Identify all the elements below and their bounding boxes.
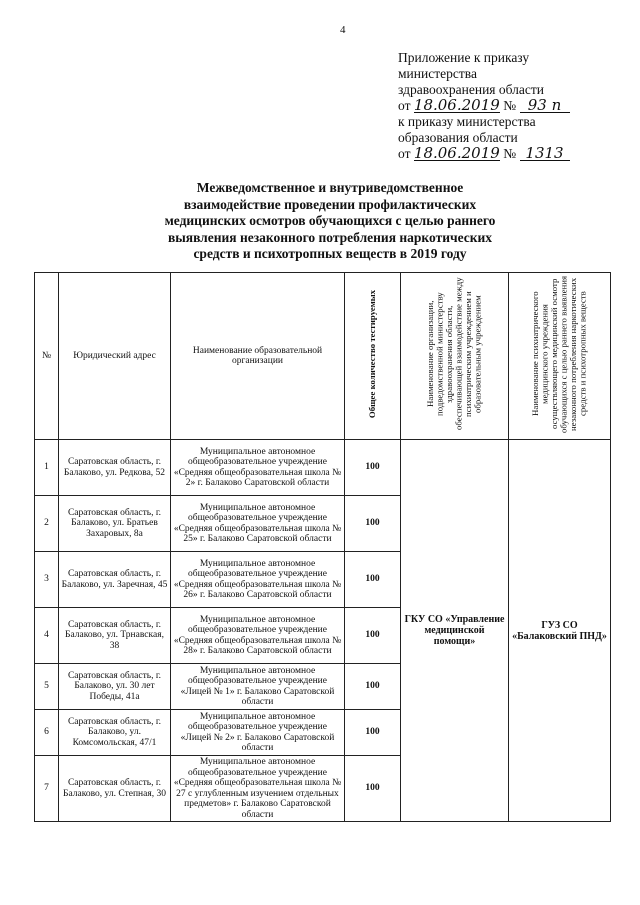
row-count: 100 [345, 496, 401, 552]
number-label: № [503, 98, 517, 113]
psych-org-cell: ГУЗ СО «Балаковский ПНД» [509, 440, 611, 822]
row-num: 4 [35, 608, 59, 664]
appendix-line-5: образования области [398, 130, 518, 145]
row-address: Саратовская область, г. Балаково, ул. Трнавская, 38 [59, 608, 171, 664]
row-count: 100 [345, 710, 401, 756]
header-name: Наименование образовательной организации [171, 273, 345, 440]
header-count [345, 273, 401, 440]
appendix-line-4: к приказу министерства [398, 114, 536, 129]
row-num: 1 [35, 440, 59, 496]
row-count: 100 [345, 552, 401, 608]
row-address: Саратовская область, г. Балаково, ул. Редкова, 52 [59, 440, 171, 496]
row-name: Муниципальное автономное общеобразовательное учреждение «Средняя общеобразовательная школа № 28» г. Балаково Саратовской области [171, 608, 345, 664]
row-num: 7 [35, 756, 59, 822]
title-line-4: выявления незаконного потребления наркотических [167, 229, 493, 245]
row-address: Саратовская область, г. Балаково, ул. Степная, 30 [59, 756, 171, 822]
appendix-line-1: Приложение к приказу [398, 50, 530, 65]
order-date-1: 18.06.2019 [413, 96, 500, 114]
row-address: Саратовская область, г. Балаково, ул. Заречная, 45 [59, 552, 171, 608]
row-name: Муниципальное автономное общеобразовательное учреждение «Средняя общеобразовательная школа № 27 с углубленным изучением отдельных предметов» г. Балаково Саратовской области [171, 756, 345, 822]
row-name: Муниципальное автономное общеобразовательное учреждение «Лицей № 2» г. Балаково Саратовской области [171, 710, 345, 756]
row-count: 100 [345, 664, 401, 710]
title-line-3: медицинских осмотров обучающихся с целью раннего [164, 213, 496, 228]
title-line-2: взаимодействие проведении профилактических [183, 196, 477, 212]
order-number-1: 93 п [520, 98, 570, 113]
appendix-line-3: здравоохранения области [398, 82, 545, 97]
from-label-2: от [398, 146, 411, 161]
coord-org-cell: ГКУ СО «Управление медицинской помощи» [401, 440, 509, 822]
title-line-1: Межведомственное и внутриведомственное [196, 180, 464, 195]
row-address: Саратовская область, г. Балаково, ул. 30 лет Победы, 41а [59, 664, 171, 710]
header-coord-org-text: Наименование организации, подведомственной министерству здравоохранения области, обеспечивающей взаимодействие между психиатрическим учреждением и образовательным учреждением [425, 277, 483, 431]
row-num: 5 [35, 664, 59, 710]
header-address: Юридический адрес [59, 273, 171, 440]
row-name: Муниципальное автономное общеобразовательное учреждение «Средняя общеобразовательная школа № 2» г. Балаково Саратовской области [171, 440, 345, 496]
row-address: Саратовская область, г. Балаково, ул. Братьев Захаровых, 8а [59, 496, 171, 552]
row-count: 100 [345, 608, 401, 664]
document-title [140, 180, 520, 263]
number-label-2: № [503, 146, 517, 161]
row-count: 100 [345, 756, 401, 822]
row-address: Саратовская область, г. Балаково, ул. Комсомольская, 47/1 [59, 710, 171, 756]
row-num: 2 [35, 496, 59, 552]
appendix-block [398, 50, 618, 162]
table-row [35, 440, 611, 496]
schools-table [34, 272, 611, 822]
title-line-5: средств и психотропных веществ в 2019 году [193, 246, 467, 261]
row-num: 6 [35, 710, 59, 756]
order-number-2: 1313 [520, 146, 570, 161]
header-psych-org-text: Наименование психиатрического медицинского учреждения осуществляющего медицинский осмотр обучающихся с целью раннего выявления незаконного потребления наркотических средств и психотропных веществ [530, 275, 588, 433]
row-count: 100 [345, 440, 401, 496]
appendix-order-2 [398, 146, 618, 162]
header-coord-org [401, 273, 509, 440]
row-num: 3 [35, 552, 59, 608]
header-psych-org [509, 273, 611, 440]
order-date-2: 18.06.2019 [413, 144, 500, 162]
table-header-row [35, 273, 611, 440]
row-name: Муниципальное автономное общеобразовательное учреждение «Лицей № 1» г. Балаково Саратовской области [171, 664, 345, 710]
row-name: Муниципальное автономное общеобразовательное учреждение «Средняя общеобразовательная школа № 26» г. Балаково Саратовской области [171, 552, 345, 608]
appendix-order-1 [398, 98, 618, 114]
appendix-line-2: министерства [398, 66, 477, 81]
from-label: от [398, 98, 411, 113]
header-num: № [35, 273, 59, 440]
page-number: 4 [340, 24, 346, 36]
row-name: Муниципальное автономное общеобразовательное учреждение «Средняя общеобразовательная школа № 25» г. Балаково Саратовской области [171, 496, 345, 552]
header-count-text: Общее количество тестируемых [366, 290, 377, 419]
